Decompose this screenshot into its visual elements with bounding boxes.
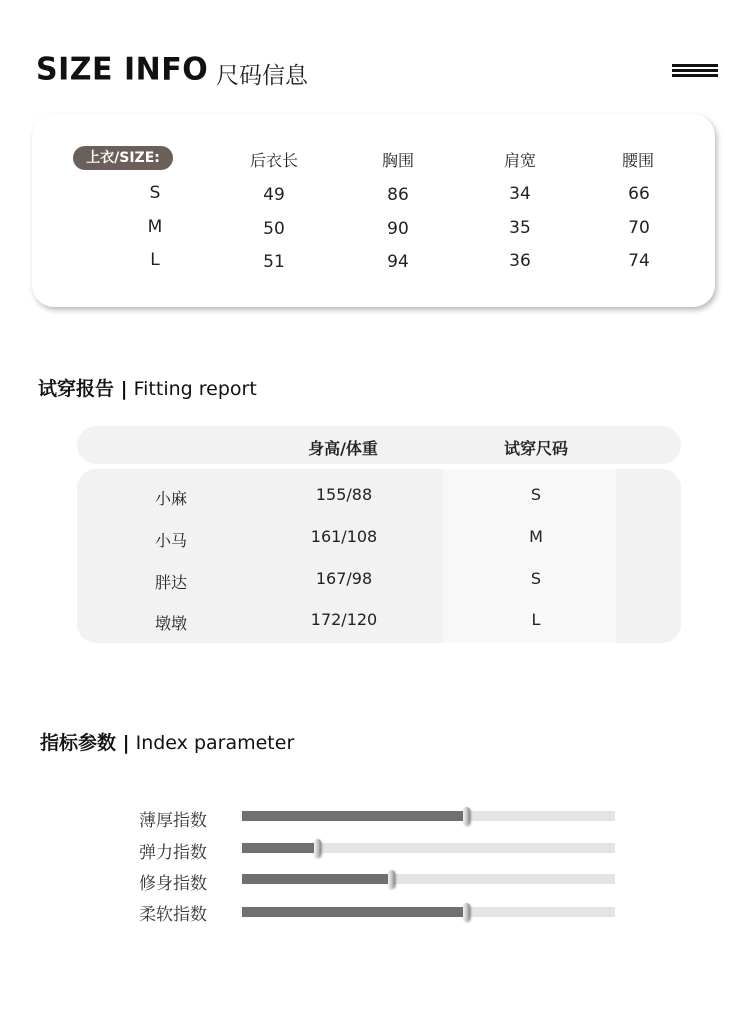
size-cell: 70 (628, 218, 650, 238)
size-cell: 66 (628, 184, 650, 204)
size-label-s: S (149, 183, 161, 203)
index-label-thickness: 薄厚指数 (139, 811, 207, 831)
size-cell: 36 (509, 251, 531, 271)
size-cell: 51 (263, 252, 285, 272)
fitting-section-title (38, 374, 257, 401)
index-knob (463, 903, 470, 921)
page-title-cn: 尺码信息 (216, 63, 308, 89)
menu-line (672, 74, 718, 77)
col-header-shoulder: 肩宽 (503, 151, 536, 170)
fitting-size: S (530, 569, 542, 588)
index-fill (242, 811, 466, 821)
size-cell: 90 (387, 219, 409, 239)
col-header-chest: 胸围 (381, 151, 414, 170)
fitting-size: L (531, 610, 541, 629)
fitting-header-hw: 身高/体重 (308, 439, 378, 458)
size-cell: 50 (263, 219, 285, 239)
fitting-title-en: Fitting report (127, 378, 257, 400)
size-cell: 74 (628, 251, 650, 271)
fitting-name: 小麻 (154, 489, 187, 508)
menu-line (672, 64, 718, 67)
col-header-waist: 腰围 (621, 151, 654, 170)
index-label-elasticity: 弹力指数 (139, 843, 207, 863)
fitting-hw: 167/98 (315, 569, 373, 588)
page-title-en: SIZE INFO (36, 51, 209, 88)
index-knob (388, 870, 395, 888)
fitting-title-cn: 试穿报告 | (38, 378, 128, 400)
index-knob (463, 807, 470, 825)
index-bar-thickness (242, 811, 615, 821)
fitting-name: 小马 (154, 531, 187, 550)
index-title-cn: 指标参数 | (40, 732, 130, 754)
fitting-name: 墩墩 (154, 614, 187, 633)
index-fill (242, 843, 317, 853)
size-cell: 94 (387, 252, 409, 272)
index-bar-softness (242, 907, 615, 917)
menu-icon[interactable] (672, 64, 718, 78)
index-title-en: Index parameter (129, 732, 295, 754)
size-cell: 35 (509, 218, 531, 238)
index-bar-elasticity (242, 843, 615, 853)
size-label-m: M (147, 217, 163, 237)
index-fill (242, 874, 391, 884)
size-badge: 上衣/SIZE: (73, 146, 173, 170)
index-label-softness: 柔软指数 (139, 905, 207, 925)
fitting-size: S (530, 485, 542, 504)
index-bar-fit (242, 874, 615, 884)
fitting-size: M (529, 527, 543, 546)
fitting-name: 胖达 (154, 573, 187, 592)
fitting-hw: 155/88 (315, 485, 373, 504)
fitting-hw: 161/108 (310, 527, 378, 546)
col-header-length: 后衣长 (249, 151, 298, 170)
size-cell: 86 (387, 185, 409, 205)
index-label-fit: 修身指数 (139, 874, 207, 894)
menu-line (672, 69, 718, 72)
size-label-l: L (150, 250, 160, 270)
fitting-header-size: 试穿尺码 (503, 439, 568, 458)
size-cell: 49 (263, 185, 285, 205)
index-fill (242, 907, 466, 917)
fitting-hw: 172/120 (310, 610, 378, 629)
index-section-title (40, 728, 294, 755)
size-cell: 34 (509, 184, 531, 204)
size-card (32, 114, 715, 307)
index-knob (314, 839, 321, 857)
